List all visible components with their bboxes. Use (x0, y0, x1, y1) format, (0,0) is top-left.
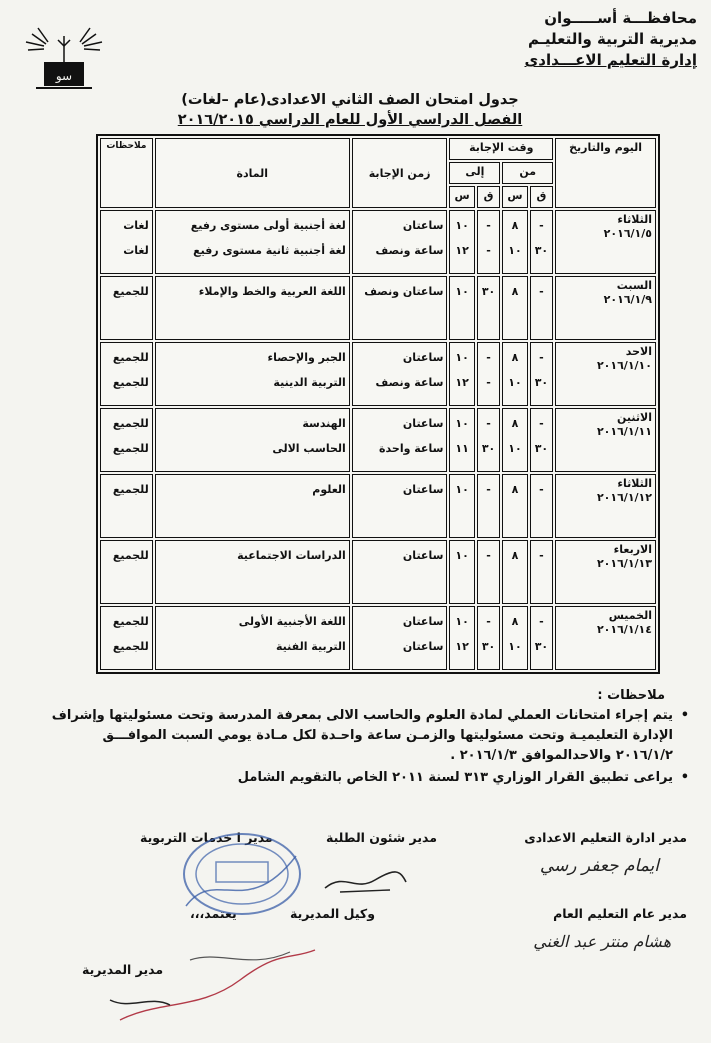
note-cell (100, 540, 153, 604)
note-line: يتم إجراء امتحانات العملي لمادة العلوم والحاسب الالى بمعرفة المدرسة وتحت مسئوليتها وإشراف (51, 708, 673, 723)
from-minute: - (539, 417, 544, 430)
subject-cell (155, 540, 350, 604)
subject: الحاسب الالى (272, 442, 346, 455)
exam-date: ٢٠١٦/١/٥ (603, 227, 652, 240)
from-hour-cell (502, 540, 527, 604)
subject-cell (155, 276, 350, 340)
sig-directorate-director: مدير المديرية (82, 962, 164, 977)
exam-date: ٢٠١٦/١/٩ (603, 293, 652, 306)
from-minute-cell (530, 606, 553, 670)
exam-schedule-table (96, 134, 660, 674)
from-minute-cell (530, 474, 553, 538)
from-hour-cell (502, 474, 527, 538)
table-row (100, 408, 656, 472)
from-hour: ١٠ (508, 442, 522, 455)
header-day-date: اليوم والتاريخ (555, 138, 656, 208)
note-cell (100, 276, 153, 340)
from-hour: ٨ (511, 417, 519, 430)
from-hour: ١٠ (508, 376, 522, 389)
day-name: الثلاثاء (617, 477, 652, 490)
from-minute: - (539, 615, 544, 628)
governorate-logo (22, 24, 106, 94)
day-date-cell (555, 342, 656, 406)
to-hour-cell (449, 276, 474, 340)
day-name: السبت (616, 279, 652, 292)
to-minute: - (486, 376, 491, 389)
from-hour: ٨ (511, 483, 519, 496)
from-minute: ٣٠ (534, 640, 549, 653)
duration: ساعتان (402, 417, 444, 430)
from-hour: ٨ (511, 285, 519, 298)
subject: لغة أجنبية أولى مستوى رفيع (190, 219, 346, 232)
to-hour-cell (449, 210, 474, 274)
duration-cell (352, 210, 448, 274)
duration: ساعتان (402, 219, 444, 232)
to-minute-cell (477, 342, 500, 406)
exam-date: ٢٠١٦/١/١٣ (596, 557, 652, 570)
note: لغات (123, 244, 149, 257)
to-hour: ١٠ (455, 417, 469, 430)
table-row (100, 474, 656, 538)
day-name: الاربعاء (613, 543, 652, 556)
table-row (100, 342, 656, 406)
subject: الهندسة (302, 417, 346, 430)
from-hour: ٨ (511, 549, 519, 562)
to-hour-cell (449, 342, 474, 406)
note-cell (100, 210, 153, 274)
note: للجميع (112, 483, 149, 496)
duration: ساعة واحدة (379, 442, 444, 455)
from-minute: - (539, 285, 544, 298)
note-line: الإدارة التعليميـة وتحت مسئوليتها والزمـن ساعة واحـدة لكل مـادة يومي السبت الموافـــق (102, 728, 673, 743)
subject: لغة أجنبية ثانية مستوى رفيع (193, 244, 346, 257)
note-bullet-1 (13, 706, 693, 766)
to-minute: - (486, 549, 491, 562)
to-hour: ١٠ (455, 549, 469, 562)
duration: ساعتان (402, 351, 444, 364)
to-minute: - (486, 244, 491, 257)
header-subject: المادة (155, 138, 350, 208)
note: للجميع (112, 285, 149, 298)
day-date-cell (555, 276, 656, 340)
from-hour-cell (502, 408, 527, 472)
note-cell (100, 342, 153, 406)
from-hour-cell (502, 342, 527, 406)
from-hour: ٨ (511, 219, 519, 232)
to-minute-cell (477, 474, 500, 538)
day-name: الثلاثاء (617, 213, 652, 226)
bullet-icon: • (680, 770, 689, 785)
sig-admin-director: مدير ادارة التعليم الاعدادى (524, 830, 687, 845)
to-minute-cell (477, 606, 500, 670)
from-minute: - (539, 549, 544, 562)
official-stamp (176, 826, 310, 926)
sig-general-director: مدير عام التعليم العام (553, 906, 687, 921)
header-answer-time: وقت الإجابة (449, 138, 553, 160)
duration: ساعة ونصف (375, 376, 444, 389)
table-row (100, 540, 656, 604)
note: للجميع (112, 549, 149, 562)
to-hour: ١١ (455, 442, 469, 455)
note: للجميع (112, 417, 149, 430)
from-minute-cell (530, 540, 553, 604)
header-from-hour: س (502, 186, 527, 208)
from-minute: ٣٠ (534, 376, 549, 389)
duration: ساعتان (402, 615, 444, 628)
subject-cell (155, 408, 350, 472)
sig-students-affairs: مدير شئون الطلبة (326, 830, 437, 845)
to-minute: ٣٠ (481, 285, 496, 298)
to-hour-cell (449, 408, 474, 472)
to-hour: ١٠ (455, 615, 469, 628)
duration: ساعتان (402, 640, 444, 653)
note-cell (100, 408, 153, 472)
table-row (100, 606, 656, 670)
header-notes: ملاحظات (100, 138, 153, 208)
from-minute-cell (530, 210, 553, 274)
to-minute-cell (477, 408, 500, 472)
to-hour: ١٠ (455, 285, 469, 298)
to-minute: - (486, 483, 491, 496)
day-date-cell (555, 606, 656, 670)
note: للجميع (112, 442, 149, 455)
from-minute-cell (530, 408, 553, 472)
from-minute: - (539, 351, 544, 364)
to-minute: ٣٠ (481, 640, 496, 653)
header-to: إلى (449, 162, 500, 184)
day-name: الخميس (608, 609, 652, 622)
note: للجميع (112, 640, 149, 653)
duration-cell (352, 342, 448, 406)
from-minute: ٣٠ (534, 442, 549, 455)
to-hour: ١٢ (455, 376, 469, 389)
day-date-cell (555, 210, 656, 274)
exam-title: جدول امتحان الصف الثاني الاعدادى(عام –لغات) (181, 92, 519, 108)
from-hour-cell (502, 276, 527, 340)
day-name: الاثنين (617, 411, 652, 424)
note-cell (100, 606, 153, 670)
to-minute: - (486, 615, 491, 628)
duration-cell (352, 540, 448, 604)
note-cell (100, 474, 153, 538)
note-line: ٢٠١٦/١/٢ والاحدالموافق ٢٠١٦/١/٣ . (450, 748, 673, 763)
sig-deputy: وكيل المديرية (290, 906, 375, 921)
term-title: الفصل الدراسي الأول للعام الدراسي ٢٠١٦/٢٠١٥ (177, 112, 523, 128)
directorate-name: مديرية التربية والتعليـم (528, 30, 697, 48)
duration-cell (352, 474, 448, 538)
day-name: الاحد (625, 345, 652, 358)
from-minute: - (539, 219, 544, 232)
note: للجميع (112, 615, 149, 628)
svg-text:سو: سو (55, 69, 73, 83)
to-hour: ١٠ (455, 219, 469, 232)
exam-date: ٢٠١٦/١/١٤ (596, 623, 652, 636)
from-minute-cell (530, 342, 553, 406)
bullet-icon: • (680, 708, 689, 723)
from-hour-cell (502, 606, 527, 670)
sig-general-director-name: هشام منتر عبد الغني (533, 932, 671, 951)
header-to-minute: ق (477, 186, 500, 208)
duration-cell (352, 606, 448, 670)
from-minute: ٣٠ (534, 244, 549, 257)
header-block (457, 8, 697, 71)
duration: ساعتان ونصف (364, 285, 444, 298)
sig-edu-services: مدير ا خدمات التربوية (140, 830, 273, 845)
table-row (100, 210, 656, 274)
sig-approve: يعتمد،،، (190, 906, 237, 921)
table-header-row (100, 138, 656, 160)
notes-section (13, 686, 693, 788)
to-minute-cell (477, 210, 500, 274)
note: للجميع (112, 376, 149, 389)
exam-date: ٢٠١٦/١/١٠ (596, 359, 652, 372)
to-hour-cell (449, 540, 474, 604)
note-bullet-2 (13, 768, 693, 788)
duration: ساعة ونصف (375, 244, 444, 257)
subject: اللغة الأجنبية الأولى (238, 615, 346, 628)
header-duration: زمن الإجابة (352, 138, 448, 208)
signature-scribble (90, 940, 320, 1030)
header-from: من (502, 162, 553, 184)
day-date-cell (555, 474, 656, 538)
signature-scribble (320, 862, 410, 896)
day-date-cell (555, 408, 656, 472)
notes-heading: ملاحظات : (597, 688, 665, 703)
subject: الجبر والإحصاء (267, 351, 346, 364)
to-hour-cell (449, 474, 474, 538)
exam-date: ٢٠١٦/١/١٢ (596, 491, 652, 504)
note: لغات (123, 219, 149, 232)
to-minute: - (486, 351, 491, 364)
subject: التربية الدينية (273, 376, 346, 389)
to-hour: ١٠ (455, 483, 469, 496)
duration: ساعتان (402, 483, 444, 496)
day-date-cell (555, 540, 656, 604)
from-hour: ١٠ (508, 640, 522, 653)
note-line: يراعى تطبيق القرار الوزاري ٣١٣ لسنة ٢٠١١ الخاص بالتقويم الشامل (237, 770, 673, 785)
subject: الدراسات الاجتماعية (237, 549, 346, 562)
exam-date: ٢٠١٦/١/١١ (596, 425, 652, 438)
table-row (100, 276, 656, 340)
duration: ساعتان (402, 549, 444, 562)
subject: التربية الفنية (276, 640, 346, 653)
header-to-hour: س (449, 186, 474, 208)
from-minute: - (539, 483, 544, 496)
to-minute-cell (477, 276, 500, 340)
governorate-name: محافظـــة أســـــوان (544, 9, 697, 27)
header-from-minute: ق (530, 186, 553, 208)
to-hour: ١٢ (455, 244, 469, 257)
duration-cell (352, 276, 448, 340)
sig-admin-director-name: ايمام جعفر رسي (539, 856, 659, 876)
from-minute-cell (530, 276, 553, 340)
from-hour: ١٠ (508, 244, 522, 257)
to-hour: ١٠ (455, 351, 469, 364)
duration-cell (352, 408, 448, 472)
administration-name: إدارة التعليم الاعـــدادى (524, 51, 697, 69)
subject-cell (155, 606, 350, 670)
subject-cell (155, 210, 350, 274)
subject-cell (155, 342, 350, 406)
subject-cell (155, 474, 350, 538)
to-minute: - (486, 417, 491, 430)
subject: العلوم (312, 483, 346, 496)
from-hour: ٨ (511, 351, 519, 364)
note: للجميع (112, 351, 149, 364)
to-minute: ٣٠ (481, 442, 496, 455)
from-hour-cell (502, 210, 527, 274)
to-minute-cell (477, 540, 500, 604)
subject: اللغة العربية والخط والإملاء (198, 285, 346, 298)
to-hour: ١٢ (455, 640, 469, 653)
to-minute: - (486, 219, 491, 232)
from-hour: ٨ (511, 615, 519, 628)
to-hour-cell (449, 606, 474, 670)
